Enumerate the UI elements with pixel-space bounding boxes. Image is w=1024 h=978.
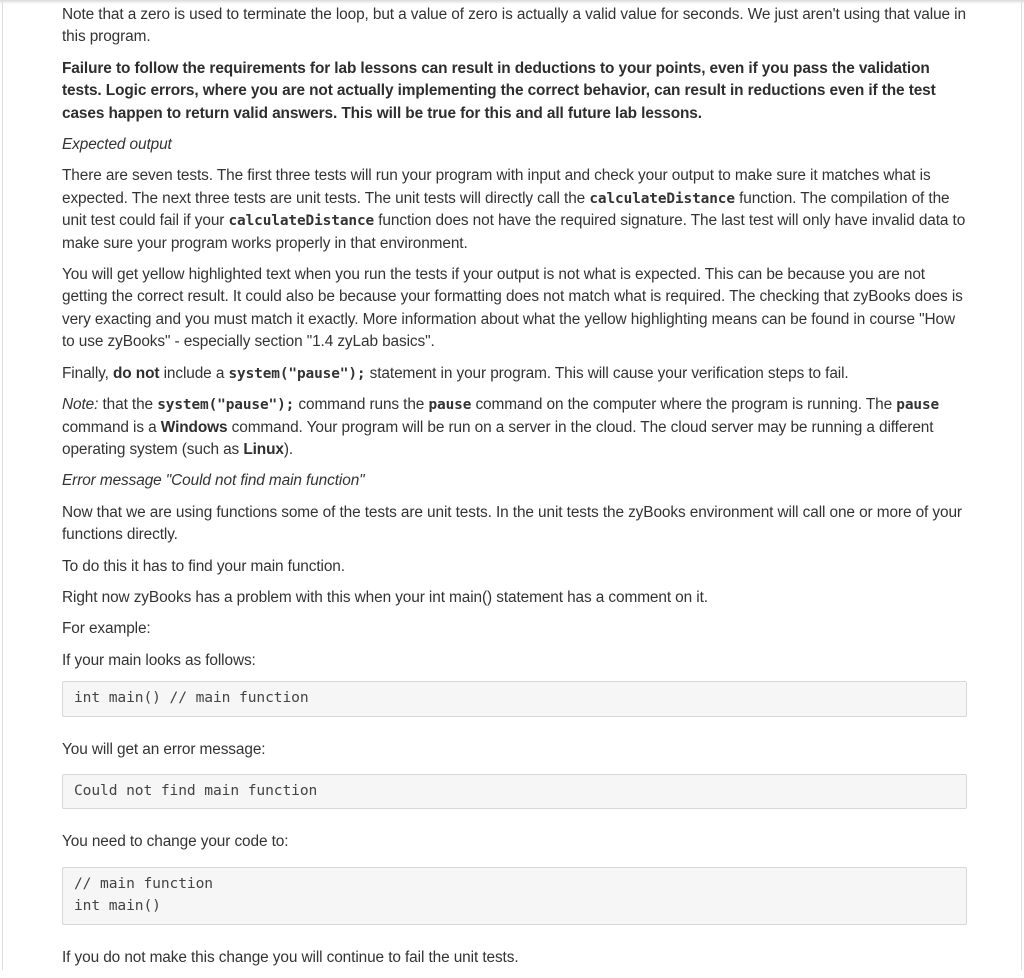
code-pause: pause	[428, 397, 472, 414]
paragraph-error-message: You will get an error message:	[62, 740, 266, 758]
code-calculate-distance: calculateDistance	[589, 190, 735, 207]
paragraph-find-main: To do this it has to find your main function.	[62, 557, 345, 575]
code-system-pause: system("pause");	[228, 365, 366, 382]
code-pause: pause	[896, 397, 940, 414]
code-system-pause: system("pause");	[157, 397, 295, 414]
code-block-main-with-comment: int main() // main function	[62, 681, 967, 716]
code-block-fixed-main: // main function int main()	[62, 867, 967, 925]
paragraph-seven-tests: There are seven tests. The first three tests will run your program with input and check your output to make sure it matches what is expected. The next three tests are unit tests. The unit tests will directly call the calculateDistance function. The compilation of the unit test could fail if your calculateDistance function does not have the required signature. The last test will only have invalid data to make sure your program works properly in that environment.	[62, 167, 966, 252]
heading-expected-output: Expected output	[62, 136, 172, 154]
paragraph-for-example: For example:	[62, 620, 151, 638]
paragraph-pause-note: Note: that the system("pause"); command runs the pause command on the computer where the program is running. The pause command is a Windows command. Your program will be run on a server in the cloud. The cloud server may be running a different operating system (such as Linux).	[62, 396, 940, 458]
right-border	[1021, 0, 1022, 970]
heading-error-message: Error message "Could not find main function"	[62, 472, 365, 490]
code-calculate-distance: calculateDistance	[228, 213, 375, 230]
lab-instructions	[62, 4, 967, 978]
paragraph-unit-tests: Now that we are using functions some of the tests are unit tests. In the unit tests the zyBooks environment will call one or more of your functions directly.	[62, 503, 962, 544]
paragraph-yellow-highlight: You will get yellow highlighted text when you run the tests if your output is not what is expected. This can be because you are not getting the correct result. It could also be because your formatting does not match what is required. The checking that zyBooks does is very exacting and you must match it exactly. More information about what the yellow highlighting means can be found in course "How to use zyBooks" - especially section "1.4 zyLab basics".	[62, 266, 963, 351]
paragraph-zybooks-problem: Right now zyBooks has a problem with this when your int main() statement has a comment on it.	[62, 588, 708, 606]
paragraph-zero-terminate: Note that a zero is used to terminate the loop, but a value of zero is actually a valid value for seconds. We just aren't using that value in this program.	[62, 6, 966, 46]
code-block-error: Could not find main function	[62, 774, 967, 809]
paragraph-no-system-pause: Finally, do not include a system("pause"); statement in your program. This will cause your verification steps to fail.	[62, 364, 849, 382]
paragraph-main-looks: If your main looks as follows:	[62, 651, 256, 669]
paragraph-change-code: You need to change your code to:	[62, 833, 289, 851]
left-border	[2, 0, 3, 970]
paragraph-requirements-warning: Failure to follow the requirements for lab lessons can result in deductions to your points, even if you pass the validation tests. Logic errors, where you are not actually implementing the correct behavior, can result in reductions even if the test cases happen to return valid answers. This will be true for this and all future lab lessons.	[62, 59, 936, 122]
paragraph-fail-unit-tests: If you do not make this change you will continue to fail the unit tests.	[62, 948, 519, 966]
